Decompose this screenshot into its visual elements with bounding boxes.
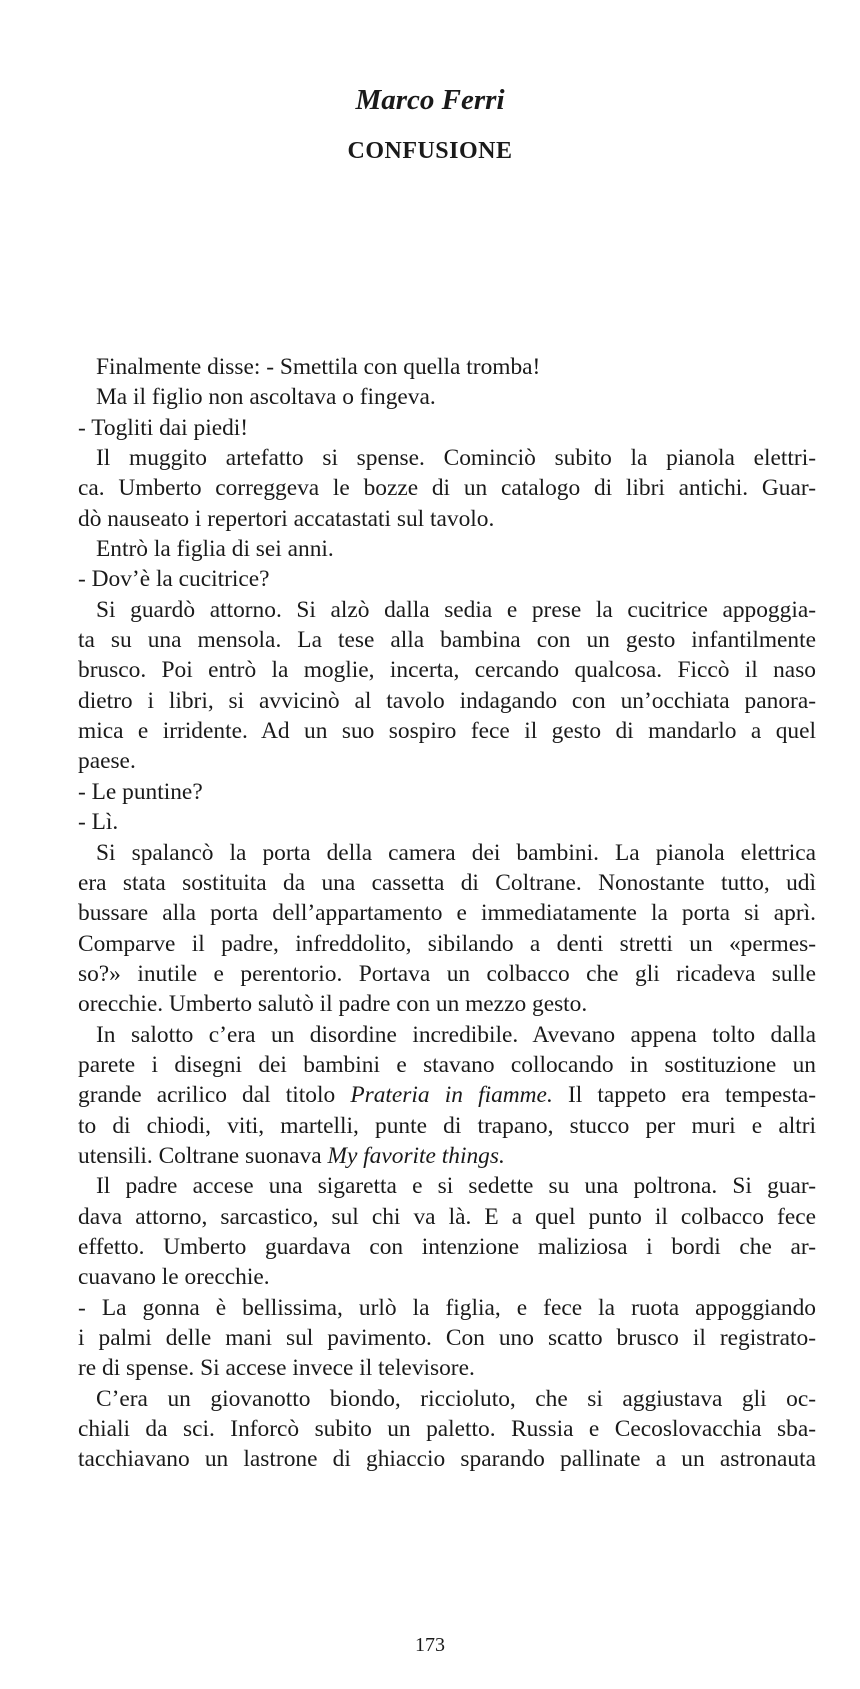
line-text: ta su una mensola. La tese alla bambina con un gesto infantilmente [78, 627, 816, 654]
text-line [78, 534, 816, 564]
line-text-after: Il tappeto era tempesta- [552, 1082, 816, 1109]
story-title: CONFUSIONE [347, 138, 513, 164]
line-text: mica e irridente. Ad un suo sospiro fece il gesto di mandarlo a quel [78, 718, 816, 745]
text-line [78, 1232, 816, 1262]
line-text: brusco. Poi entrò la moglie, incerta, cercando qualcosa. Ficcò il naso [78, 657, 816, 684]
line-text: ca. Umberto correggeva le bozze di un catalogo di libri antichi. Guar- [78, 475, 816, 502]
line-text: parete i disegni dei bambini e stavano collocando in sostituzione un [78, 1051, 816, 1078]
line-text: orecchie. Umberto salutò il padre con un mezzo gesto. [78, 991, 588, 1018]
text-line [78, 746, 816, 776]
text-line [78, 1050, 816, 1080]
line-text: Comparve il padre, infreddolito, sibilando a denti stretti un «permes- [78, 930, 816, 957]
text-line [78, 352, 816, 382]
text-line [78, 716, 816, 746]
line-text: - Le puntine? [78, 778, 203, 805]
text-line [78, 443, 816, 473]
text-line [78, 1111, 816, 1141]
line-text: - Lì. [78, 809, 119, 836]
text-line [78, 959, 816, 989]
line-text: paese. [78, 748, 136, 775]
line-text: bussare alla porta dell’appartamento e immediatamente la porta si aprì. [78, 900, 816, 927]
line-text: re di spense. Si accese invece il televisore. [78, 1355, 475, 1382]
line-text: Ma il figlio non ascoltava o fingeva. [96, 384, 436, 411]
text-line [78, 473, 816, 503]
line-text: - La gonna è bellissima, urlò la figlia, e fece la ruota appoggiando [78, 1294, 816, 1321]
italic-title: Prateria in fiamme. [350, 1082, 553, 1109]
line-text: dava attorno, sarcastico, sul chi va là. E a quel punto il colbacco fece [78, 1203, 816, 1230]
text-line [78, 625, 816, 655]
text-line [78, 1293, 816, 1323]
text-line [78, 1141, 816, 1171]
text-line [78, 838, 816, 868]
text-line [78, 1080, 816, 1110]
line-text: so?» inutile e perentorio. Portava un colbacco che gli ricadeva sulle [78, 960, 816, 987]
page-number: 173 [415, 1634, 445, 1656]
text-line [78, 898, 816, 928]
text-line [78, 595, 816, 625]
line-text: dò nauseato i repertori accatastati sul tavolo. [78, 505, 495, 532]
text-line [78, 1353, 816, 1383]
line-text: tacchiavano un lastrone di ghiaccio sparando pallinate a un astronauta [78, 1446, 816, 1473]
text-line [78, 1444, 816, 1474]
line-text: era stata sostituita da una cassetta di Coltrane. Nonostante tutto, udì [78, 869, 816, 896]
line-text: i palmi delle mani sul pavimento. Con uno scatto brusco il registrato- [78, 1325, 816, 1351]
text-line [78, 686, 816, 716]
text-line [78, 1020, 816, 1050]
text-line [78, 1414, 816, 1444]
text-line [78, 1384, 816, 1414]
line-text: - Dov’è la cucitrice? [78, 566, 270, 593]
text-line [78, 868, 816, 898]
story-body [78, 352, 816, 1475]
text-line [78, 1323, 816, 1353]
italic-title: My favorite things. [327, 1142, 505, 1169]
line-text: Il padre accese una sigaretta e si sedette su una poltrona. Si guar- [96, 1173, 816, 1200]
line-text: Entrò la figlia di sei anni. [96, 536, 334, 563]
text-line [78, 564, 816, 594]
text-line [78, 1202, 816, 1232]
line-text: chiali da sci. Inforcò subito un paletto. Russia e Cecoslovacchia sba- [78, 1416, 816, 1443]
text-line [78, 1262, 816, 1292]
line-text: utensili. Coltrane suonava [78, 1142, 328, 1169]
text-line [78, 1171, 816, 1201]
text-line [78, 413, 816, 443]
line-text: C’era un giovanotto biondo, riccioluto, che si aggiustava gli oc- [96, 1385, 816, 1412]
line-text: In salotto c’era un disordine incredibile. Avevano appena tolto dalla [96, 1021, 816, 1048]
text-line [78, 777, 816, 807]
author-name: Marco Ferri [355, 84, 505, 116]
line-text: cuavano le orecchie. [78, 1264, 270, 1291]
text-line [78, 504, 816, 534]
line-text: dietro i libri, si avvicinò al tavolo indagando con un’occhiata panora- [78, 687, 816, 714]
text-line [78, 929, 816, 959]
text-line [78, 382, 816, 412]
line-text: Si guardò attorno. Si alzò dalla sedia e prese la cucitrice appoggia- [96, 596, 816, 623]
line-text: effetto. Umberto guardava con intenzione maliziosa i bordi che ar- [78, 1233, 816, 1260]
line-text: Si spalancò la porta della camera dei bambini. La pianola elettrica [96, 839, 816, 866]
text-line [78, 807, 816, 837]
line-text: Finalmente disse: - Smettila con quella tromba! [96, 354, 541, 380]
text-line [78, 655, 816, 685]
line-text: grande acrilico dal titolo [78, 1082, 351, 1109]
line-text: to di chiodi, viti, martelli, punte di trapano, stucco per muri e altri [78, 1112, 816, 1139]
line-text: Il muggito artefatto si spense. Cominciò subito la pianola elettri- [96, 445, 816, 472]
line-text: - Togliti dai piedi! [78, 414, 249, 441]
text-line [78, 989, 816, 1019]
